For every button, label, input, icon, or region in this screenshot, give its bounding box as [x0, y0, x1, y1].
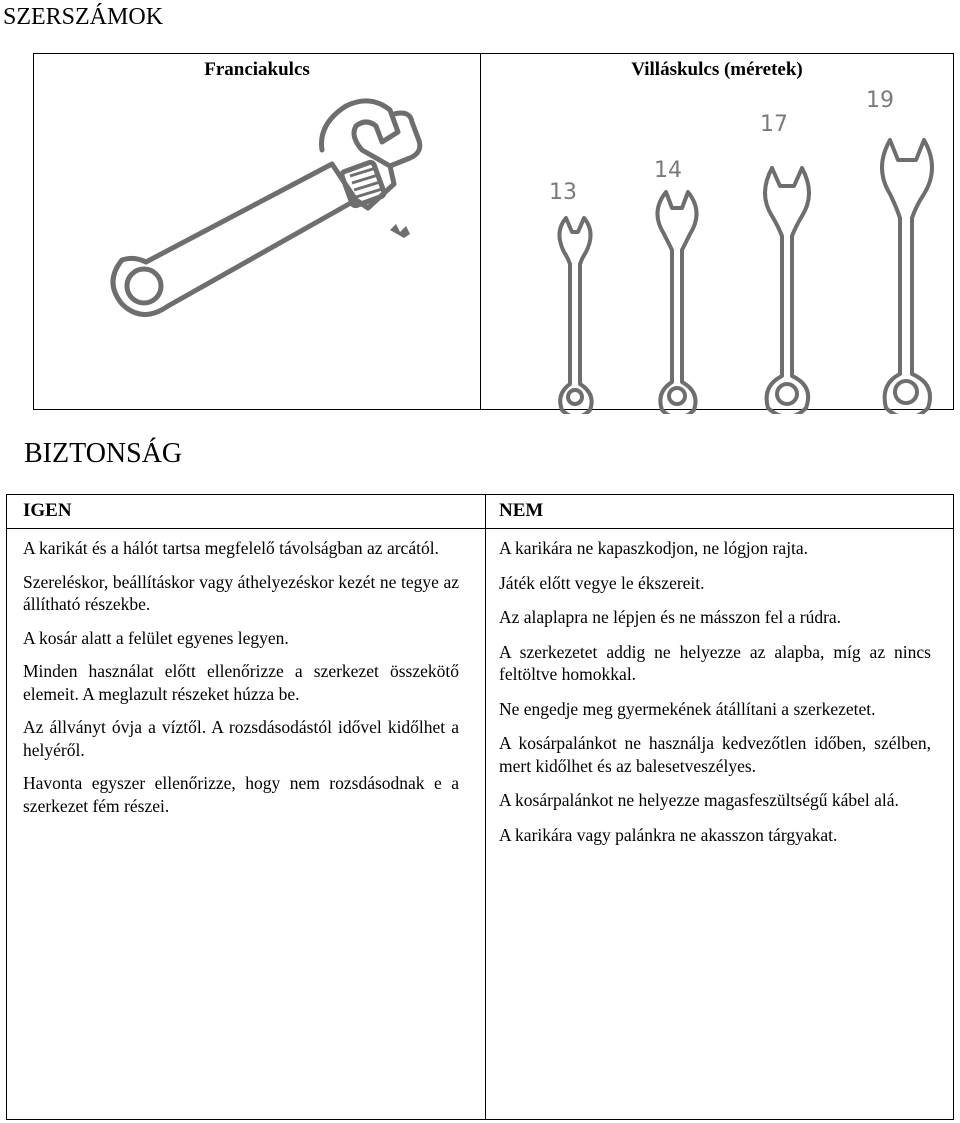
safety-table	[6, 494, 954, 1120]
combination-wrench-set-icon	[524, 84, 944, 414]
no-item: Az alaplapra ne lépjen és ne másszon fel a rúdra.	[499, 607, 842, 627]
no-item: A szerkezetet addig ne helyezze az alapba, míg az nincs feltöltve homokkal.	[499, 641, 931, 684]
wrench-size-label: 13	[549, 180, 577, 205]
tools-table-divider	[480, 54, 481, 409]
adjustable-wrench-icon	[94, 92, 454, 352]
yes-column-header: IGEN	[23, 500, 72, 521]
yes-item: Havonta egyszer ellenőrizze, hogy nem rozsdásodnak e a szerkezet fém részei.	[23, 773, 459, 816]
no-item: A karikára ne kapaszkodjon, ne lógjon rajta.	[499, 538, 809, 558]
wrench-19-icon	[882, 140, 932, 414]
no-item: Ne engedje meg gyermekének átállítani a szerkezetet.	[499, 698, 876, 719]
yes-item: Szereléskor, beállításkor vagy áthelyezéskor kezét ne tegye az állítható részekbe.	[23, 571, 459, 614]
safety-title: BIZTONSÁG	[24, 438, 183, 469]
no-item: Játék előtt vegye le ékszereit.	[499, 572, 705, 593]
yes-item: Minden használat előtt ellenőrizze a szerkezet összekötő elemeit. A meglazult részeket húzza be.	[23, 661, 459, 704]
no-column	[499, 537, 931, 858]
page-title: SZERSZÁMOK	[3, 4, 164, 30]
adjustable-wrench-header: Franciakulcs	[204, 59, 310, 80]
yes-item: A karikát és a hálót tartsa megfelelő távolságban az arcától.	[23, 538, 439, 558]
wrench-17-icon	[765, 168, 809, 414]
wrench-size-label: 17	[760, 112, 788, 137]
no-column-header: NEM	[499, 500, 544, 521]
wrench-14-icon	[657, 192, 696, 414]
tools-table	[33, 53, 954, 410]
wrench-size-label: 14	[654, 158, 682, 183]
wrench-size-label: 19	[866, 88, 894, 113]
safety-column-divider	[485, 495, 486, 1119]
yes-column	[23, 537, 459, 828]
yes-item: A kosár alatt a felület egyenes legyen.	[23, 627, 289, 648]
yes-item: Az állványt óvja a víztől. A rozsdásodástól idővel kidőlhet a helyéről.	[23, 717, 459, 760]
no-item: A kosárpalánkot ne használja kedvezőtlen időben, szélben, mert kidőlhet és az balesetveszélyes.	[499, 733, 931, 776]
safety-header-divider	[7, 528, 953, 529]
no-item: A kosárpalánkot ne helyezze magasfeszültségű kábel alá.	[499, 790, 899, 810]
wrench-13-icon	[559, 218, 591, 414]
no-item: A karikára vagy palánkra ne akasszon tárgyakat.	[499, 824, 838, 845]
combination-wrench-header: Villáskulcs (méretek)	[631, 59, 803, 80]
